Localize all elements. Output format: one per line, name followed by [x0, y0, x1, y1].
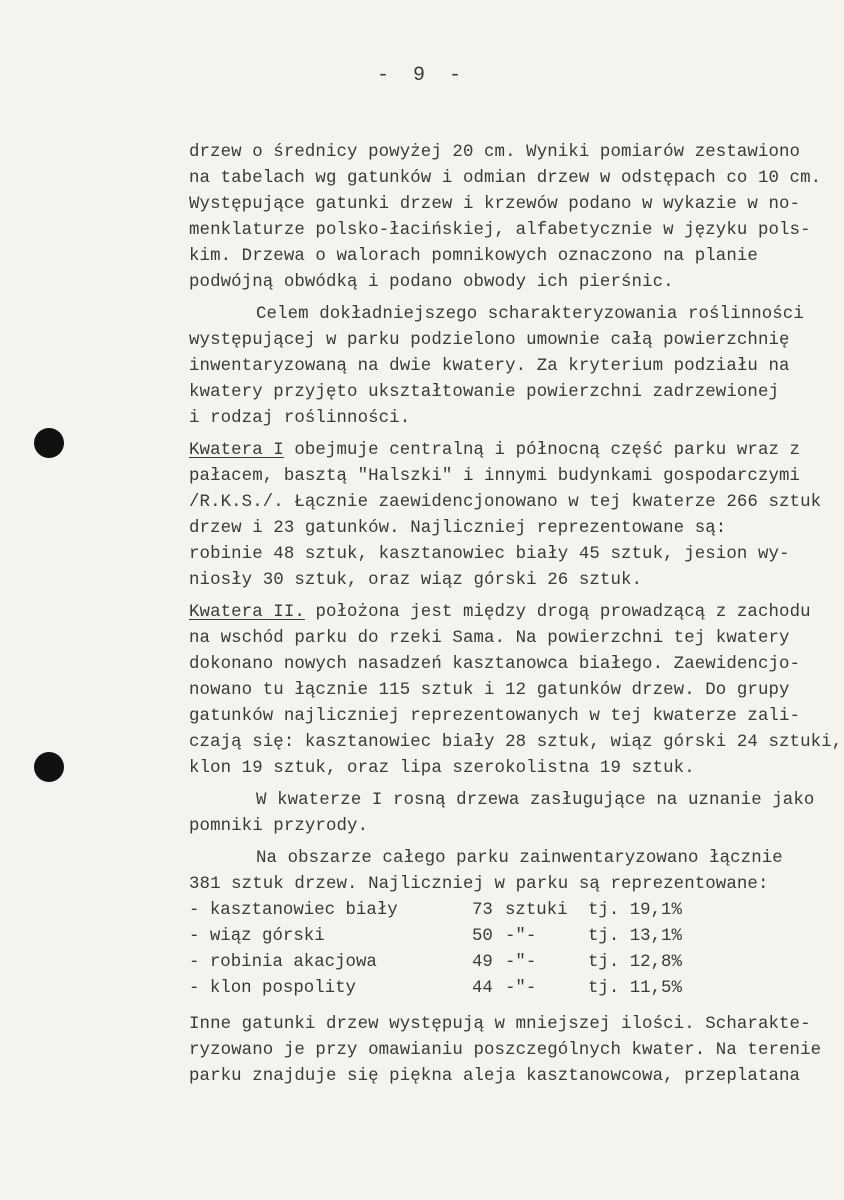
text-line: kim. Drzewa o walorach pomnikowych oznaczono na planie — [189, 247, 758, 266]
text-span: położona jest między drogą prowadzącą z zachodu — [304, 603, 811, 622]
species-count: 73 — [472, 901, 493, 920]
text-line: inwentaryzowaną na dwie kwatery. Za kryterium podziału na — [189, 357, 790, 376]
text-line: robinie 48 sztuk, kasztanowiec biały 45 sztuk, jesion wy- — [189, 545, 790, 564]
text-line: /R.K.S./. Łącznie zaewidencjonowano w tej kwaterze 266 sztuk — [189, 493, 822, 512]
species-percent: tj. 11,5% — [588, 979, 682, 998]
species-unit: -"- — [505, 953, 537, 972]
text-line: W kwaterze I rosną drzewa zasługujące na uznanie jako — [256, 791, 815, 810]
text-line: gatunków najliczniej reprezentowanych w tej kwaterze zali- — [189, 707, 801, 726]
page-number: - 9 - — [376, 64, 467, 87]
text-line: pomniki przyrody. — [189, 817, 369, 836]
text-line: nowano tu łącznie 115 sztuk i 12 gatunków drzew. Do grupy — [189, 681, 790, 700]
text-line: podwójną obwódką i podano obwody ich pierśnic. — [189, 273, 674, 292]
text-line: Inne gatunki drzew występują w mniejszej ilości. Scharakte- — [189, 1015, 811, 1034]
species-name: - kasztanowiec biały — [189, 901, 398, 920]
text-line: czają się: kasztanowiec biały 28 sztuk, wiąz górski 24 sztuki, — [189, 733, 843, 752]
text-line: i rodzaj roślinności. — [189, 409, 411, 428]
text-line: klon 19 sztuk, oraz lipa szerokolistna 19 sztuk. — [189, 759, 695, 778]
text-line: kwatery przyjęto ukształtowanie powierzchni zadrzewionej — [189, 383, 780, 402]
species-count: 50 — [472, 927, 493, 946]
text-line: Występujące gatunki drzew i krzewów podano w wykazie w no- — [189, 195, 801, 214]
text-line: Celem dokładniejszego scharakteryzowania roślinności — [256, 305, 804, 324]
text-line: drzew o średnicy powyżej 20 cm. Wyniki pomiarów zestawiono — [189, 143, 801, 162]
text-line: na wschód parku do rzeki Sama. Na powierzchni tej kwatery — [189, 629, 790, 648]
species-percent: tj. 19,1% — [588, 901, 682, 920]
text-line: pałacem, basztą "Halszki" i innymi budynkami gospodarczymi — [189, 467, 801, 486]
species-name: - klon pospolity — [189, 979, 356, 998]
species-name: - wiąz górski — [189, 927, 325, 946]
text-line: na tabelach wg gatunków i odmian drzew w odstępach co 10 cm. — [189, 169, 822, 188]
text-line — [189, 441, 800, 461]
section-heading: Kwatera II. — [189, 603, 305, 622]
species-unit: sztuki — [505, 901, 568, 920]
species-percent: tj. 13,1% — [588, 927, 682, 946]
text-line: dokonano nowych nasadzeń kasztanowca białego. Zaewidencjo- — [189, 655, 801, 674]
text-span: obejmuje centralną i północną część parku wraz z — [283, 441, 801, 460]
text-line: parku znajduje się piękna aleja kasztanowcowa, przeplatana — [189, 1067, 801, 1086]
species-unit: -"- — [505, 927, 537, 946]
text-line: występującej w parku podzielono umownie całą powierzchnię — [189, 331, 790, 350]
species-percent: tj. 12,8% — [588, 953, 682, 972]
text-line: 381 sztuk drzew. Najliczniej w parku są reprezentowane: — [189, 875, 769, 894]
text-line: ryzowano je przy omawianiu poszczególnych kwater. Na terenie — [189, 1041, 822, 1060]
species-count: 49 — [472, 953, 493, 972]
text-line: Na obszarze całego parku zainwentaryzowano łącznie — [256, 849, 783, 868]
text-line: drzew i 23 gatunków. Najliczniej reprezentowane są: — [189, 519, 727, 538]
text-line — [189, 603, 811, 623]
species-unit: -"- — [505, 979, 537, 998]
species-count: 44 — [472, 979, 493, 998]
text-line: menklaturze polsko-łacińskiej, alfabetycznie w języku pols- — [189, 221, 811, 240]
species-name: - robinia akacjowa — [189, 953, 377, 972]
punch-hole — [34, 428, 64, 458]
section-heading: Kwatera I — [189, 441, 284, 460]
punch-hole — [34, 752, 64, 782]
text-line: niosły 30 sztuk, oraz wiąz górski 26 sztuk. — [189, 571, 643, 590]
